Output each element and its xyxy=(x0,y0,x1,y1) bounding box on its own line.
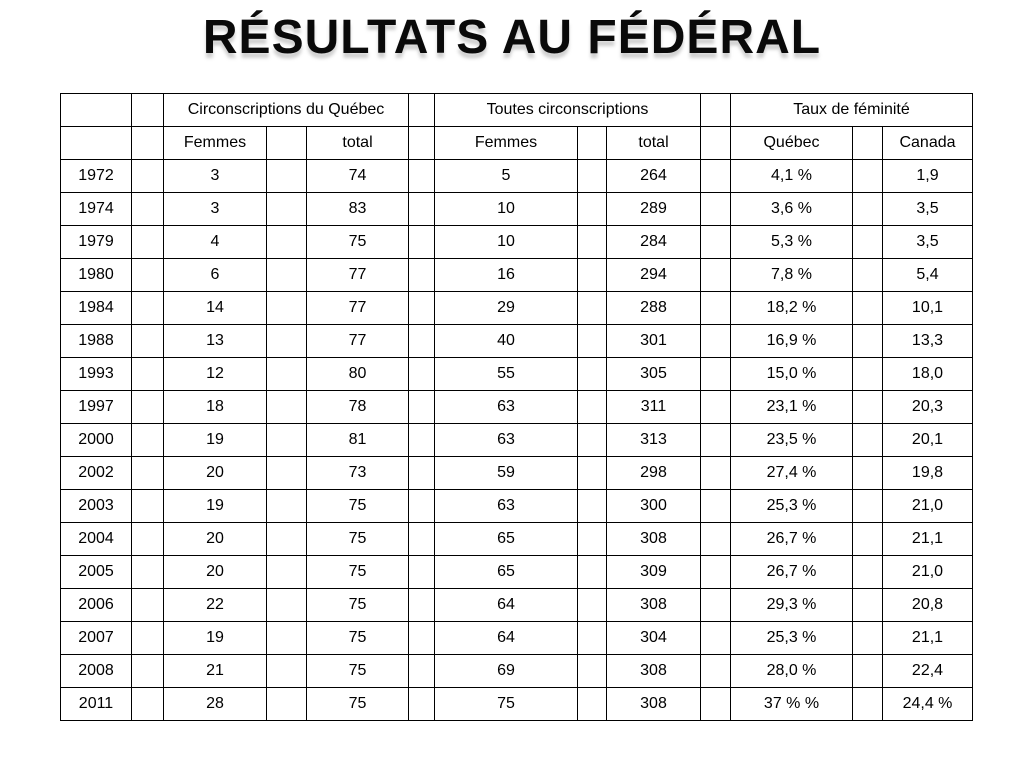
header-empty-year xyxy=(61,94,132,127)
cell-quebec-women: 19 xyxy=(164,424,267,457)
cell-all-total: 264 xyxy=(607,160,701,193)
header-row xyxy=(61,94,973,127)
cell-all-women: 75 xyxy=(435,688,578,721)
cell-year: 1997 xyxy=(61,391,132,424)
cell-spacer xyxy=(267,655,307,688)
cell-all-women: 5 xyxy=(435,160,578,193)
cell-spacer xyxy=(409,622,435,655)
cell-all-women: 29 xyxy=(435,292,578,325)
subheader-spacer xyxy=(701,127,731,160)
cell-rate-quebec: 29,3 % xyxy=(731,589,853,622)
cell-quebec-women: 12 xyxy=(164,358,267,391)
cell-spacer xyxy=(409,391,435,424)
cell-spacer xyxy=(267,424,307,457)
cell-quebec-total: 77 xyxy=(307,259,409,292)
cell-rate-canada: 21,1 xyxy=(883,523,973,556)
cell-all-total: 305 xyxy=(607,358,701,391)
cell-rate-canada: 18,0 xyxy=(883,358,973,391)
cell-rate-quebec: 4,1 % xyxy=(731,160,853,193)
cell-year: 2006 xyxy=(61,589,132,622)
cell-year: 1988 xyxy=(61,325,132,358)
cell-spacer xyxy=(267,391,307,424)
cell-rate-quebec: 27,4 % xyxy=(731,457,853,490)
table-row xyxy=(61,358,973,391)
cell-spacer xyxy=(409,589,435,622)
cell-rate-quebec: 26,7 % xyxy=(731,523,853,556)
subheader-rate-canada: Canada xyxy=(883,127,973,160)
cell-rate-quebec: 23,5 % xyxy=(731,424,853,457)
cell-spacer xyxy=(578,589,607,622)
header-spacer xyxy=(409,94,435,127)
cell-quebec-women: 19 xyxy=(164,490,267,523)
subheader-spacer xyxy=(132,127,164,160)
cell-spacer xyxy=(132,655,164,688)
cell-spacer xyxy=(409,358,435,391)
cell-spacer xyxy=(409,490,435,523)
table-body xyxy=(61,94,973,721)
cell-rate-canada: 22,4 xyxy=(883,655,973,688)
cell-quebec-total: 83 xyxy=(307,193,409,226)
cell-rate-quebec: 3,6 % xyxy=(731,193,853,226)
cell-year: 2008 xyxy=(61,655,132,688)
cell-spacer xyxy=(132,556,164,589)
cell-rate-quebec: 26,7 % xyxy=(731,556,853,589)
cell-spacer xyxy=(132,292,164,325)
cell-spacer xyxy=(267,457,307,490)
cell-spacer xyxy=(267,193,307,226)
cell-quebec-total: 75 xyxy=(307,556,409,589)
cell-spacer xyxy=(853,424,883,457)
cell-year: 2007 xyxy=(61,622,132,655)
cell-spacer xyxy=(578,325,607,358)
cell-year: 2003 xyxy=(61,490,132,523)
cell-quebec-total: 75 xyxy=(307,655,409,688)
cell-quebec-total: 75 xyxy=(307,589,409,622)
cell-quebec-women: 20 xyxy=(164,556,267,589)
cell-spacer xyxy=(132,523,164,556)
table-row xyxy=(61,292,973,325)
cell-spacer xyxy=(409,325,435,358)
cell-quebec-total: 77 xyxy=(307,292,409,325)
cell-spacer xyxy=(132,457,164,490)
cell-all-total: 308 xyxy=(607,523,701,556)
results-table xyxy=(60,93,973,721)
subheader-row xyxy=(61,127,973,160)
cell-spacer xyxy=(578,226,607,259)
cell-spacer xyxy=(578,622,607,655)
cell-spacer xyxy=(701,160,731,193)
cell-quebec-women: 20 xyxy=(164,523,267,556)
cell-spacer xyxy=(267,160,307,193)
cell-spacer xyxy=(409,556,435,589)
cell-all-women: 65 xyxy=(435,523,578,556)
cell-spacer xyxy=(132,391,164,424)
cell-rate-quebec: 7,8 % xyxy=(731,259,853,292)
cell-all-women: 10 xyxy=(435,226,578,259)
cell-spacer xyxy=(132,622,164,655)
cell-spacer xyxy=(853,292,883,325)
cell-rate-quebec: 25,3 % xyxy=(731,490,853,523)
header-feminity-rate: Taux de féminité xyxy=(731,94,973,127)
cell-rate-canada: 3,5 xyxy=(883,193,973,226)
cell-spacer xyxy=(132,490,164,523)
cell-all-women: 69 xyxy=(435,655,578,688)
cell-spacer xyxy=(701,424,731,457)
cell-quebec-women: 21 xyxy=(164,655,267,688)
table-row xyxy=(61,325,973,358)
cell-rate-canada: 21,1 xyxy=(883,622,973,655)
table-row xyxy=(61,688,973,721)
cell-year: 1984 xyxy=(61,292,132,325)
cell-quebec-women: 18 xyxy=(164,391,267,424)
table-row xyxy=(61,226,973,259)
header-spacer xyxy=(701,94,731,127)
cell-spacer xyxy=(409,193,435,226)
cell-spacer xyxy=(701,688,731,721)
cell-quebec-women: 19 xyxy=(164,622,267,655)
cell-quebec-total: 75 xyxy=(307,523,409,556)
cell-spacer xyxy=(132,226,164,259)
table-row xyxy=(61,424,973,457)
cell-spacer xyxy=(853,358,883,391)
cell-rate-quebec: 23,1 % xyxy=(731,391,853,424)
cell-spacer xyxy=(578,193,607,226)
cell-spacer xyxy=(853,490,883,523)
cell-rate-canada: 3,5 xyxy=(883,226,973,259)
cell-quebec-women: 20 xyxy=(164,457,267,490)
cell-spacer xyxy=(853,160,883,193)
cell-quebec-total: 75 xyxy=(307,688,409,721)
cell-spacer xyxy=(578,523,607,556)
cell-spacer xyxy=(701,523,731,556)
cell-spacer xyxy=(853,589,883,622)
cell-rate-canada: 21,0 xyxy=(883,490,973,523)
cell-spacer xyxy=(853,457,883,490)
header-all-ridings: Toutes circonscriptions xyxy=(435,94,701,127)
page-title: RÉSULTATS AU FÉDÉRAL xyxy=(202,11,822,64)
subheader-all-women: Femmes xyxy=(435,127,578,160)
cell-all-women: 63 xyxy=(435,391,578,424)
table-row xyxy=(61,259,973,292)
cell-spacer xyxy=(409,457,435,490)
cell-spacer xyxy=(578,490,607,523)
cell-spacer xyxy=(701,391,731,424)
table-row xyxy=(61,556,973,589)
subheader-all-total: total xyxy=(607,127,701,160)
cell-year: 1979 xyxy=(61,226,132,259)
cell-rate-canada: 24,4 % xyxy=(883,688,973,721)
cell-spacer xyxy=(701,556,731,589)
cell-year: 2004 xyxy=(61,523,132,556)
cell-rate-canada: 10,1 xyxy=(883,292,973,325)
cell-spacer xyxy=(853,193,883,226)
cell-year: 1980 xyxy=(61,259,132,292)
cell-spacer xyxy=(132,259,164,292)
cell-quebec-total: 81 xyxy=(307,424,409,457)
cell-spacer xyxy=(578,160,607,193)
cell-spacer xyxy=(578,655,607,688)
cell-spacer xyxy=(578,556,607,589)
cell-spacer xyxy=(578,259,607,292)
cell-spacer xyxy=(267,490,307,523)
cell-rate-canada: 5,4 xyxy=(883,259,973,292)
subheader-rate-quebec: Québec xyxy=(731,127,853,160)
cell-spacer xyxy=(853,391,883,424)
cell-rate-canada: 20,3 xyxy=(883,391,973,424)
table-row xyxy=(61,622,973,655)
cell-spacer xyxy=(267,292,307,325)
cell-spacer xyxy=(409,160,435,193)
cell-all-total: 308 xyxy=(607,688,701,721)
cell-spacer xyxy=(578,424,607,457)
cell-all-women: 16 xyxy=(435,259,578,292)
cell-spacer xyxy=(701,622,731,655)
cell-rate-canada: 1,9 xyxy=(883,160,973,193)
cell-rate-canada: 13,3 xyxy=(883,325,973,358)
cell-rate-quebec: 5,3 % xyxy=(731,226,853,259)
cell-all-total: 288 xyxy=(607,292,701,325)
cell-all-total: 313 xyxy=(607,424,701,457)
table-row xyxy=(61,589,973,622)
cell-all-women: 55 xyxy=(435,358,578,391)
header-spacer xyxy=(132,94,164,127)
cell-spacer xyxy=(853,655,883,688)
cell-all-total: 300 xyxy=(607,490,701,523)
cell-quebec-women: 14 xyxy=(164,292,267,325)
table-row xyxy=(61,160,973,193)
cell-spacer xyxy=(853,556,883,589)
cell-spacer xyxy=(701,292,731,325)
cell-quebec-women: 3 xyxy=(164,193,267,226)
cell-spacer xyxy=(132,160,164,193)
subheader-quebec-total: total xyxy=(307,127,409,160)
cell-quebec-total: 78 xyxy=(307,391,409,424)
cell-year: 2002 xyxy=(61,457,132,490)
subheader-quebec-women: Femmes xyxy=(164,127,267,160)
cell-spacer xyxy=(267,622,307,655)
cell-quebec-women: 3 xyxy=(164,160,267,193)
cell-all-total: 298 xyxy=(607,457,701,490)
cell-rate-quebec: 18,2 % xyxy=(731,292,853,325)
cell-quebec-total: 75 xyxy=(307,226,409,259)
cell-spacer xyxy=(853,622,883,655)
subheader-spacer xyxy=(578,127,607,160)
cell-year: 2000 xyxy=(61,424,132,457)
cell-all-women: 63 xyxy=(435,490,578,523)
header-quebec-ridings: Circonscriptions du Québec xyxy=(164,94,409,127)
cell-spacer xyxy=(267,523,307,556)
cell-rate-canada: 19,8 xyxy=(883,457,973,490)
cell-all-total: 308 xyxy=(607,655,701,688)
cell-spacer xyxy=(853,226,883,259)
cell-all-total: 289 xyxy=(607,193,701,226)
cell-all-women: 40 xyxy=(435,325,578,358)
cell-spacer xyxy=(578,688,607,721)
cell-year: 1974 xyxy=(61,193,132,226)
cell-spacer xyxy=(267,226,307,259)
cell-year: 2005 xyxy=(61,556,132,589)
cell-spacer xyxy=(701,325,731,358)
cell-spacer xyxy=(409,226,435,259)
cell-spacer xyxy=(132,325,164,358)
cell-spacer xyxy=(701,358,731,391)
cell-spacer xyxy=(701,655,731,688)
subheader-empty-year xyxy=(61,127,132,160)
cell-all-total: 308 xyxy=(607,589,701,622)
cell-all-total: 294 xyxy=(607,259,701,292)
cell-spacer xyxy=(701,490,731,523)
cell-spacer xyxy=(267,358,307,391)
cell-all-women: 65 xyxy=(435,556,578,589)
cell-rate-quebec: 25,3 % xyxy=(731,622,853,655)
cell-year: 1993 xyxy=(61,358,132,391)
cell-spacer xyxy=(267,688,307,721)
table-row xyxy=(61,523,973,556)
cell-rate-quebec: 15,0 % xyxy=(731,358,853,391)
table-row xyxy=(61,490,973,523)
cell-quebec-women: 28 xyxy=(164,688,267,721)
table-row xyxy=(61,391,973,424)
cell-quebec-total: 75 xyxy=(307,490,409,523)
cell-spacer xyxy=(701,589,731,622)
table-row xyxy=(61,655,973,688)
cell-all-women: 10 xyxy=(435,193,578,226)
cell-rate-canada: 20,8 xyxy=(883,589,973,622)
cell-spacer xyxy=(132,193,164,226)
cell-quebec-women: 13 xyxy=(164,325,267,358)
table-row xyxy=(61,193,973,226)
cell-quebec-total: 80 xyxy=(307,358,409,391)
table-row xyxy=(61,457,973,490)
cell-spacer xyxy=(132,424,164,457)
cell-quebec-women: 22 xyxy=(164,589,267,622)
cell-rate-canada: 21,0 xyxy=(883,556,973,589)
cell-quebec-women: 6 xyxy=(164,259,267,292)
cell-year: 1972 xyxy=(61,160,132,193)
cell-all-total: 301 xyxy=(607,325,701,358)
cell-spacer xyxy=(409,424,435,457)
cell-spacer xyxy=(267,589,307,622)
cell-spacer xyxy=(853,259,883,292)
cell-spacer xyxy=(853,688,883,721)
cell-spacer xyxy=(853,325,883,358)
cell-spacer xyxy=(701,226,731,259)
cell-all-total: 311 xyxy=(607,391,701,424)
cell-quebec-total: 75 xyxy=(307,622,409,655)
cell-spacer xyxy=(267,325,307,358)
cell-spacer xyxy=(409,688,435,721)
cell-rate-quebec: 28,0 % xyxy=(731,655,853,688)
cell-quebec-total: 73 xyxy=(307,457,409,490)
cell-quebec-women: 4 xyxy=(164,226,267,259)
cell-all-women: 64 xyxy=(435,589,578,622)
cell-spacer xyxy=(132,688,164,721)
cell-rate-quebec: 16,9 % xyxy=(731,325,853,358)
cell-all-women: 59 xyxy=(435,457,578,490)
cell-spacer xyxy=(132,358,164,391)
cell-spacer xyxy=(578,358,607,391)
cell-all-women: 64 xyxy=(435,622,578,655)
subheader-spacer xyxy=(853,127,883,160)
cell-rate-canada: 20,1 xyxy=(883,424,973,457)
cell-all-total: 284 xyxy=(607,226,701,259)
cell-spacer xyxy=(701,457,731,490)
cell-spacer xyxy=(578,292,607,325)
cell-spacer xyxy=(267,259,307,292)
cell-spacer xyxy=(409,655,435,688)
cell-spacer xyxy=(578,391,607,424)
cell-spacer xyxy=(409,523,435,556)
cell-spacer xyxy=(853,523,883,556)
cell-spacer xyxy=(267,556,307,589)
cell-year: 2011 xyxy=(61,688,132,721)
subheader-spacer xyxy=(267,127,307,160)
cell-all-total: 304 xyxy=(607,622,701,655)
cell-spacer xyxy=(701,193,731,226)
cell-all-women: 63 xyxy=(435,424,578,457)
cell-all-total: 309 xyxy=(607,556,701,589)
cell-spacer xyxy=(578,457,607,490)
cell-spacer xyxy=(132,589,164,622)
cell-rate-quebec: 37 % % xyxy=(731,688,853,721)
cell-quebec-total: 74 xyxy=(307,160,409,193)
cell-spacer xyxy=(409,292,435,325)
subheader-spacer xyxy=(409,127,435,160)
cell-quebec-total: 77 xyxy=(307,325,409,358)
cell-spacer xyxy=(701,259,731,292)
cell-spacer xyxy=(409,259,435,292)
